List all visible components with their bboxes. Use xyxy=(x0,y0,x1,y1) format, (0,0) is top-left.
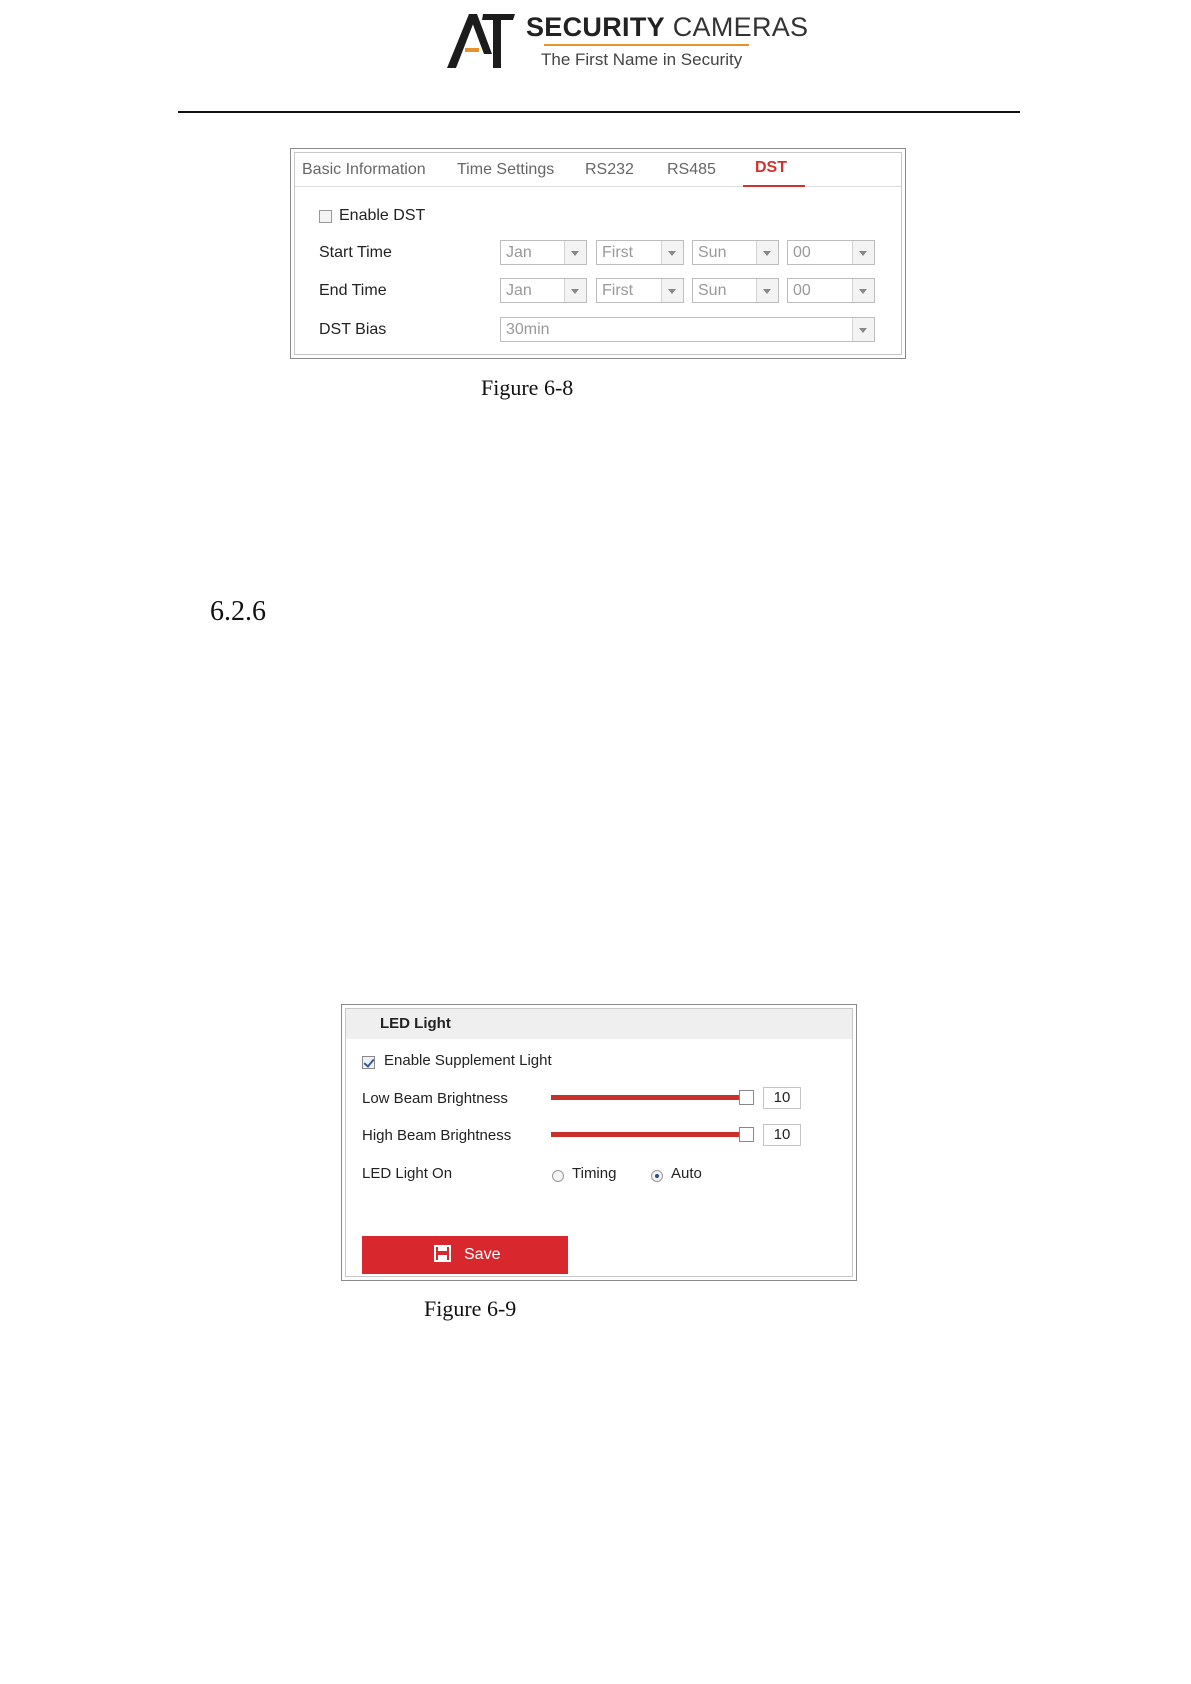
chevron-down-icon xyxy=(756,241,778,264)
enable-supplement-light-label: Enable Supplement Light xyxy=(384,1052,552,1069)
tab-time-settings[interactable]: Time Settings xyxy=(457,161,555,178)
dst-settings-panel xyxy=(290,148,906,359)
low-beam-slider-track[interactable] xyxy=(551,1095,741,1100)
save-button[interactable] xyxy=(362,1236,568,1274)
brand-underline xyxy=(544,44,749,46)
a1-logo-icon xyxy=(445,12,517,70)
chevron-down-icon xyxy=(661,279,683,302)
section-number: 6.2.6 xyxy=(210,596,266,627)
brand-tagline: The First Name in Security xyxy=(541,50,743,69)
tab-basic-information[interactable]: Basic Information xyxy=(302,161,426,178)
start-month-select[interactable]: Jan xyxy=(500,240,587,265)
header-divider xyxy=(178,111,1020,113)
chevron-down-icon xyxy=(661,241,683,264)
start-hour-select[interactable]: 00 xyxy=(787,240,875,265)
chevron-down-icon xyxy=(852,241,874,264)
tab-rs485[interactable]: RS485 xyxy=(667,161,716,178)
timing-label: Timing xyxy=(572,1165,617,1182)
led-light-panel xyxy=(341,1004,857,1281)
save-icon xyxy=(434,1245,451,1262)
settings-tabs xyxy=(295,153,901,187)
led-light-title: LED Light xyxy=(380,1015,451,1032)
chevron-down-icon xyxy=(564,279,586,302)
brand-title: SECURITY CAMERAS xyxy=(526,12,809,42)
led-light-on-label: LED Light On xyxy=(362,1165,453,1182)
save-label: Save xyxy=(464,1246,501,1263)
led-light-header xyxy=(346,1009,852,1039)
high-beam-slider-track[interactable] xyxy=(551,1132,741,1137)
chevron-down-icon xyxy=(564,241,586,264)
high-beam-label: High Beam Brightness xyxy=(362,1127,512,1144)
chevron-down-icon xyxy=(852,279,874,302)
high-beam-slider-handle[interactable] xyxy=(739,1127,754,1142)
high-beam-value[interactable]: 10 xyxy=(763,1124,801,1146)
end-time-label: End Time xyxy=(319,282,387,299)
dst-bias-label: DST Bias xyxy=(319,321,387,338)
end-month-select[interactable]: Jan xyxy=(500,278,587,303)
auto-radio[interactable] xyxy=(651,1170,663,1182)
low-beam-value[interactable]: 10 xyxy=(763,1087,801,1109)
auto-label: Auto xyxy=(671,1165,702,1182)
tab-dst[interactable]: DST xyxy=(755,159,787,176)
start-week-select[interactable]: First xyxy=(596,240,684,265)
end-hour-select[interactable]: 00 xyxy=(787,278,875,303)
enable-dst-checkbox[interactable] xyxy=(319,210,332,223)
tab-rs232[interactable]: RS232 xyxy=(585,161,634,178)
chevron-down-icon xyxy=(756,279,778,302)
chevron-down-icon xyxy=(852,318,874,341)
figure-6-9-caption: Figure 6-9 xyxy=(424,1296,517,1321)
start-time-label: Start Time xyxy=(319,244,392,261)
low-beam-slider-handle[interactable] xyxy=(739,1090,754,1105)
active-tab-indicator xyxy=(743,185,805,187)
start-day-select[interactable]: Sun xyxy=(692,240,779,265)
end-week-select[interactable]: First xyxy=(596,278,684,303)
figure-6-8-caption: Figure 6-8 xyxy=(481,375,574,400)
dst-bias-select[interactable]: 30min xyxy=(500,317,875,342)
enable-dst-label: Enable DST xyxy=(339,207,426,224)
enable-supplement-light-checkbox[interactable] xyxy=(362,1056,375,1069)
end-day-select[interactable]: Sun xyxy=(692,278,779,303)
low-beam-label: Low Beam Brightness xyxy=(362,1090,508,1107)
timing-radio[interactable] xyxy=(552,1170,564,1182)
